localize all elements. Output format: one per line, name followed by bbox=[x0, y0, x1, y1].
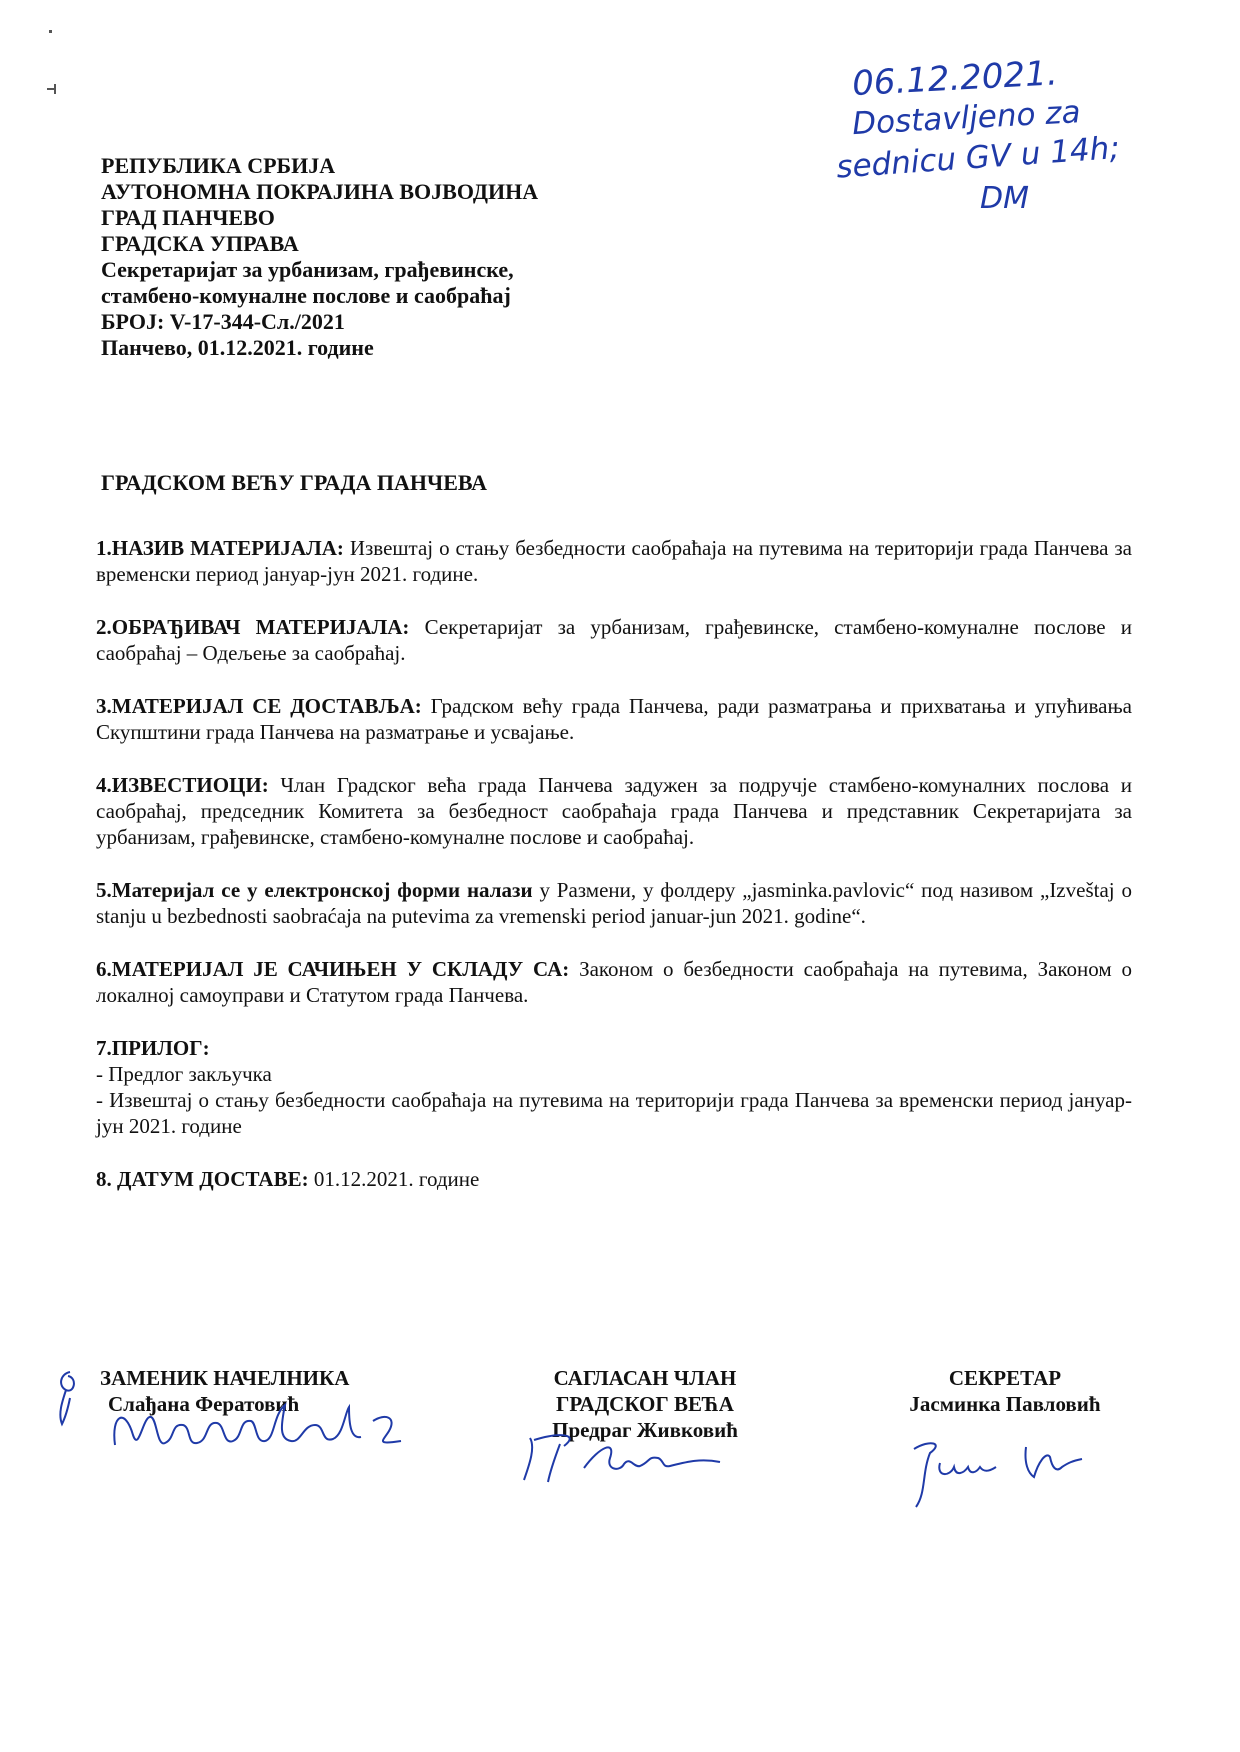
item-text: Члан Градског већа града Панчева задужен за подручје стамбено-комуналних послова и саобраћај, председник Комитета за безбедност саобраћаја града Панчева и представник Секретаријата за урбанизам, грађевинске, стамбено-комуналне послове и саобраћај. bbox=[96, 773, 1132, 849]
attachment-line: - Предлог закључка bbox=[96, 1062, 272, 1086]
signatory-title: ГРАДСКОГ ВЕЋА bbox=[556, 1392, 734, 1416]
attachments-item bbox=[96, 1035, 1132, 1139]
item-label: 7.ПРИЛОГ: bbox=[96, 1036, 210, 1060]
signatory-title: СЕКРЕТАР bbox=[948, 1366, 1062, 1390]
signature-center bbox=[520, 1428, 760, 1488]
item-label: 8. ДАТУМ ДОСТАВЕ: bbox=[96, 1167, 309, 1191]
material-recipient-item bbox=[96, 693, 1132, 745]
item-label: 1.НАЗИВ МАТЕРИЈАЛА: bbox=[96, 536, 344, 560]
signature-right bbox=[900, 1433, 1100, 1513]
electronic-form-item bbox=[96, 877, 1132, 929]
item-text: Извештај о стању безбедности саобраћаја на путевима на територији града Панчева за временски период јануар-јун 2021. године. bbox=[96, 536, 1132, 586]
header-line: стамбено-комуналне послове и саобраћај bbox=[101, 283, 511, 308]
item-text: Законом о безбедности саобраћаја на путевима, Законом о локалној самоуправи и Статутом града Панчева. bbox=[96, 957, 1133, 1007]
signatory-name: Слађана Фератовић bbox=[108, 1392, 300, 1416]
signatory-title: ЗАМЕНИК НАЧЕЛНИКА bbox=[100, 1366, 350, 1390]
item-label: 4.ИЗВЕСТИОЦИ: bbox=[96, 773, 269, 797]
material-author-item bbox=[96, 614, 1132, 666]
signature-block-right bbox=[885, 1365, 1125, 1417]
handwritten-note bbox=[835, 53, 1200, 216]
document-body bbox=[96, 535, 1132, 1219]
item-text: Секретаријат за урбанизам, грађевинске, стамбено-комуналне послове и саобраћај – Одељење за саобраћај. bbox=[96, 615, 1133, 665]
addressee: ГРАДСКОМ ВЕЋУ ГРАДА ПАНЧЕВА bbox=[101, 470, 488, 495]
handwritten-line: sednicu GV u 14h; bbox=[835, 129, 1121, 186]
item-text: 01.12.2021. године bbox=[313, 1167, 480, 1191]
header-line: АУТОНОМНА ПОКРАЈИНА ВОЈВОДИНА bbox=[101, 179, 539, 204]
item-text: Градском већу града Панчева, ради разматрања и прихватања и упућивања Скупштини града Панчева на разматрање и усвајање. bbox=[96, 694, 1133, 744]
signatory-title: САГЛАСАН ЧЛАН bbox=[553, 1366, 737, 1390]
signatory-name: Предраг Живковић bbox=[552, 1418, 738, 1442]
attachment-line: - Извештај о стању безбедности саобраћаја на путевима на територији града Панчева за временски период јануар-јун 2021. године bbox=[96, 1088, 1132, 1138]
header-line: ГРАД ПАНЧЕВО bbox=[101, 205, 275, 230]
header-line: ГРАДСКА УПРАВА bbox=[101, 231, 299, 256]
rapporteurs-item bbox=[96, 772, 1132, 850]
item-label: 5.Материјал се у електронској форми налази bbox=[96, 878, 533, 902]
material-title-item bbox=[96, 535, 1132, 587]
header-line: РЕПУБЛИКА СРБИЈА bbox=[101, 153, 336, 178]
item-label: 3.МАТЕРИЈАЛ СЕ ДОСТАВЉА: bbox=[96, 694, 422, 718]
initials-mark bbox=[52, 1368, 92, 1428]
scan-mark bbox=[54, 84, 56, 94]
scan-mark bbox=[47, 88, 54, 90]
item-label: 2.ОБРАЂИВАЧ МАТЕРИЈАЛА: bbox=[96, 615, 410, 639]
scan-mark bbox=[49, 30, 52, 33]
delivery-date-item bbox=[96, 1166, 1132, 1192]
item-text: у Размени, у фолдеру „jasminka.pavlovic“ под називом „Izveštaj o stanju u bezbednosti saobraćaja na putevima za vremenski period januar-jun 2021. godine“. bbox=[96, 878, 1132, 928]
header-line: Секретаријат за урбанизам, грађевинске, bbox=[101, 257, 514, 282]
issuer-header bbox=[101, 153, 538, 361]
handwritten-initials: DM bbox=[980, 181, 1029, 216]
item-label: 6.МАТЕРИЈАЛ ЈЕ САЧИЊЕН У СКЛАДУ СА: bbox=[96, 957, 570, 981]
handwritten-line: Dostavljeno za bbox=[851, 94, 1082, 143]
signatory-name: Јасминка Павловић bbox=[909, 1392, 1101, 1416]
signature-left bbox=[105, 1395, 425, 1465]
document-date: Панчево, 01.12.2021. године bbox=[101, 335, 374, 360]
handwritten-date: 06.12.2021. bbox=[851, 53, 1059, 105]
document-number: БРОЈ: V-17-344-Сл./2021 bbox=[101, 309, 345, 334]
legal-basis-item bbox=[96, 956, 1132, 1008]
